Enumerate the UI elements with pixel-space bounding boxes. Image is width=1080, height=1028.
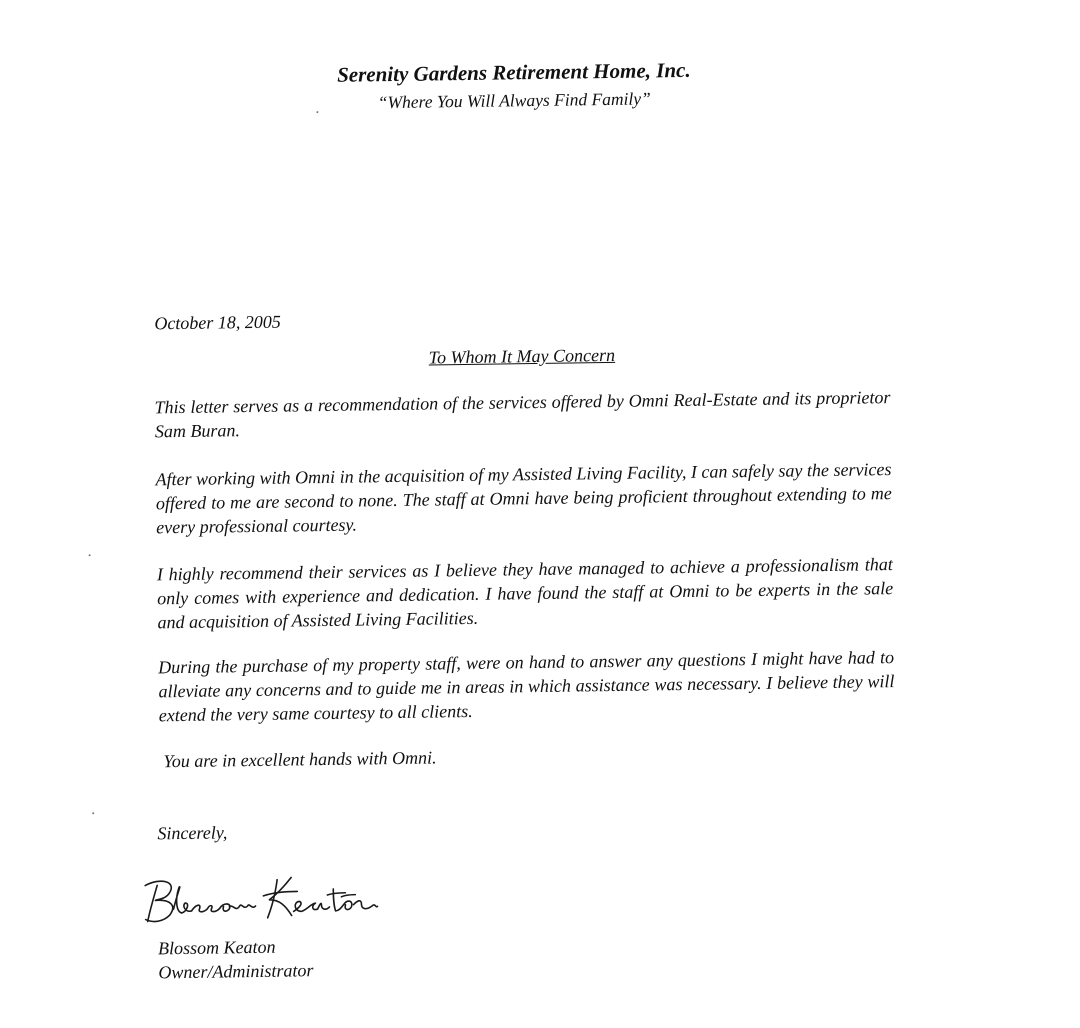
letter-paragraph-3: I highly recommend their services as I believe they have managed to achieve a professionalism that only comes with experience and dedication. I have found the staff at Omni to be experts in the sale and acquisition of Assisted Living Facilities. [156, 554, 894, 633]
scan-speck [92, 812, 94, 814]
letter-paragraph-1: This letter serves as a recommendation of the services offered by Omni Real-Estate and its proprietor Sam Buran. [154, 387, 891, 442]
signer-name: Blossom Keaton [157, 936, 276, 959]
letter-date: October 18, 2005 [154, 311, 281, 334]
signer-title: Owner/Administrator [158, 960, 314, 983]
company-tagline: “Where You Will Always Find Family” [377, 88, 651, 113]
closing-line: You are in excellent hands with Omni. [163, 747, 437, 772]
scan-speck [89, 554, 91, 556]
handwritten-signature [135, 860, 396, 934]
letter-paragraph-4: During the purchase of my property staff, were on hand to answer any questions I might have had to alleviate any concerns and to guide me in areas in which assistance was necessary. I believe they will extend the very same courtesy to all clients. [158, 647, 895, 726]
company-name: Serenity Gardens Retirement Home, Inc. [336, 57, 691, 87]
scan-speck [316, 111, 318, 113]
signoff: Sincerely, [157, 822, 228, 844]
letter-paragraph-2: After working with Omni in the acquisition of my Assisted Living Facility, I can safely say the services offered to me are second to none. The staff at Omni have being proficient throughout extending to me every professional courtesy. [155, 459, 892, 538]
salutation: To Whom It May Concern [428, 344, 616, 368]
